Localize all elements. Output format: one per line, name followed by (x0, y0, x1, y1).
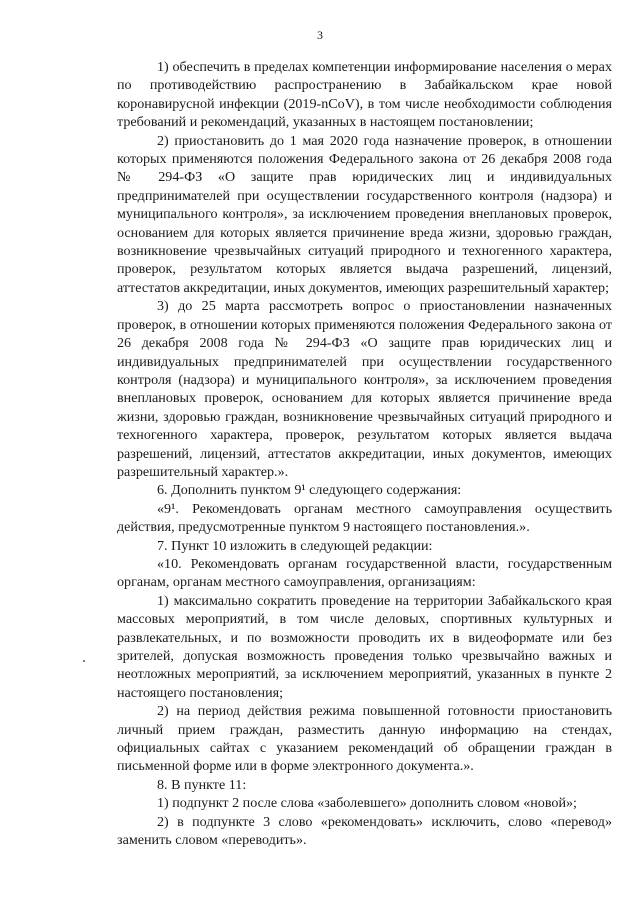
paragraph-11-2: 2) в подпункте 3 слово «рекомендовать» исключить, слово «перевод» заменить словом «переводить». (117, 813, 612, 849)
paragraph-8-point-11: 8. В пункте 11: (157, 776, 247, 793)
page-number: 3 (317, 28, 323, 42)
paragraph-7-point-10: 7. Пункт 10 изложить в следующей редакции: (157, 537, 433, 554)
paragraph-6-add-point-9-1: 6. Дополнить пунктом 9¹ следующего содержания: (157, 482, 462, 499)
paragraph-3-consider-suspension: 3) до 25 марта рассмотреть вопрос о приостановлении назначенных проверок, в отношении которых применяются положения Федерального закона от 26 декабря 2008 года № 294-ФЗ «О защите прав юридических лиц и индивидуальных предпринимателей при осуществлении государственного контроля (надзора) и муниципального контроля», за исключением проведения внеплановых проверок, основанием для которых является причинение вреда жизни, здоровью граждан, возникновение чрезвычайных ситуаций природного и техногенного характера, проверок, результатом которых является выдача разрешений, лицензий, аттестатов аккредитации, иных документов, имеющих разрешительный характер.». (117, 298, 612, 480)
scan-speck (83, 660, 85, 662)
document-body (117, 58, 612, 849)
paragraph-10-intro: «10. Рекомендовать органам государственной власти, государственным органам, органам местного самоуправления, организациям: (117, 555, 612, 591)
paragraph-10-1-mass-events: 1) максимально сократить проведение на территории Забайкальского края массовых мероприятий, в том числе деловых, спортивных культурных и развлекательных, и по возможности проводить их в видеоформате или без зрителей, допуская возможность проведения только чрезвычайно важных и неотложных мероприятий, за исключением мероприятий, указанных в пункте 2 настоящего постановления; (117, 592, 612, 701)
paragraph-2-suspend-inspections: 2) приостановить до 1 мая 2020 года назначение проверок, в отношении которых применяются положения Федерального закона от 26 декабря 2008 года № 294-ФЗ «О защите прав юридических лиц и индивидуальных предпринимателей при осуществлении государственного контроля (надзора) и муниципального контроля», за исключением проведения внеплановых проверок, основанием для которых является причинение вреда жизни, здоровью граждан, возникновение чрезвычайных ситуаций природного и техногенного характера, проверок, результатом которых является выдача разрешений, лицензий, аттестатов аккредитации, иных документов, имеющих разрешительный характер; (117, 132, 612, 296)
paragraph-10-2-personal-reception: 2) на период действия режима повышенной готовности приостановить личный прием граждан, разместить данную информацию на стендах, официальных сайтах с указанием рекомендаций об обращении граждан в письменной форме или в форме электронного документа.». (117, 703, 612, 775)
paragraph-9-1-text: «9¹. Рекомендовать органам местного самоуправления осуществить действия, предусмотренные пунктом 9 настоящего постановления.». (117, 500, 612, 536)
paragraph-1-inform-population: 1) обеспечить в пределах компетенции информирование населения о мерах по противодействию распространению в Забайкальском крае новой коронавирусной инфекции (2019-nCoV), в том числе необходимости соблюдения требований и рекомендаций, указанных в настоящем постановлении; (117, 59, 612, 131)
paragraph-11-1: 1) подпункт 2 после слова «заболевшего» дополнить словом «новой»; (157, 795, 577, 812)
